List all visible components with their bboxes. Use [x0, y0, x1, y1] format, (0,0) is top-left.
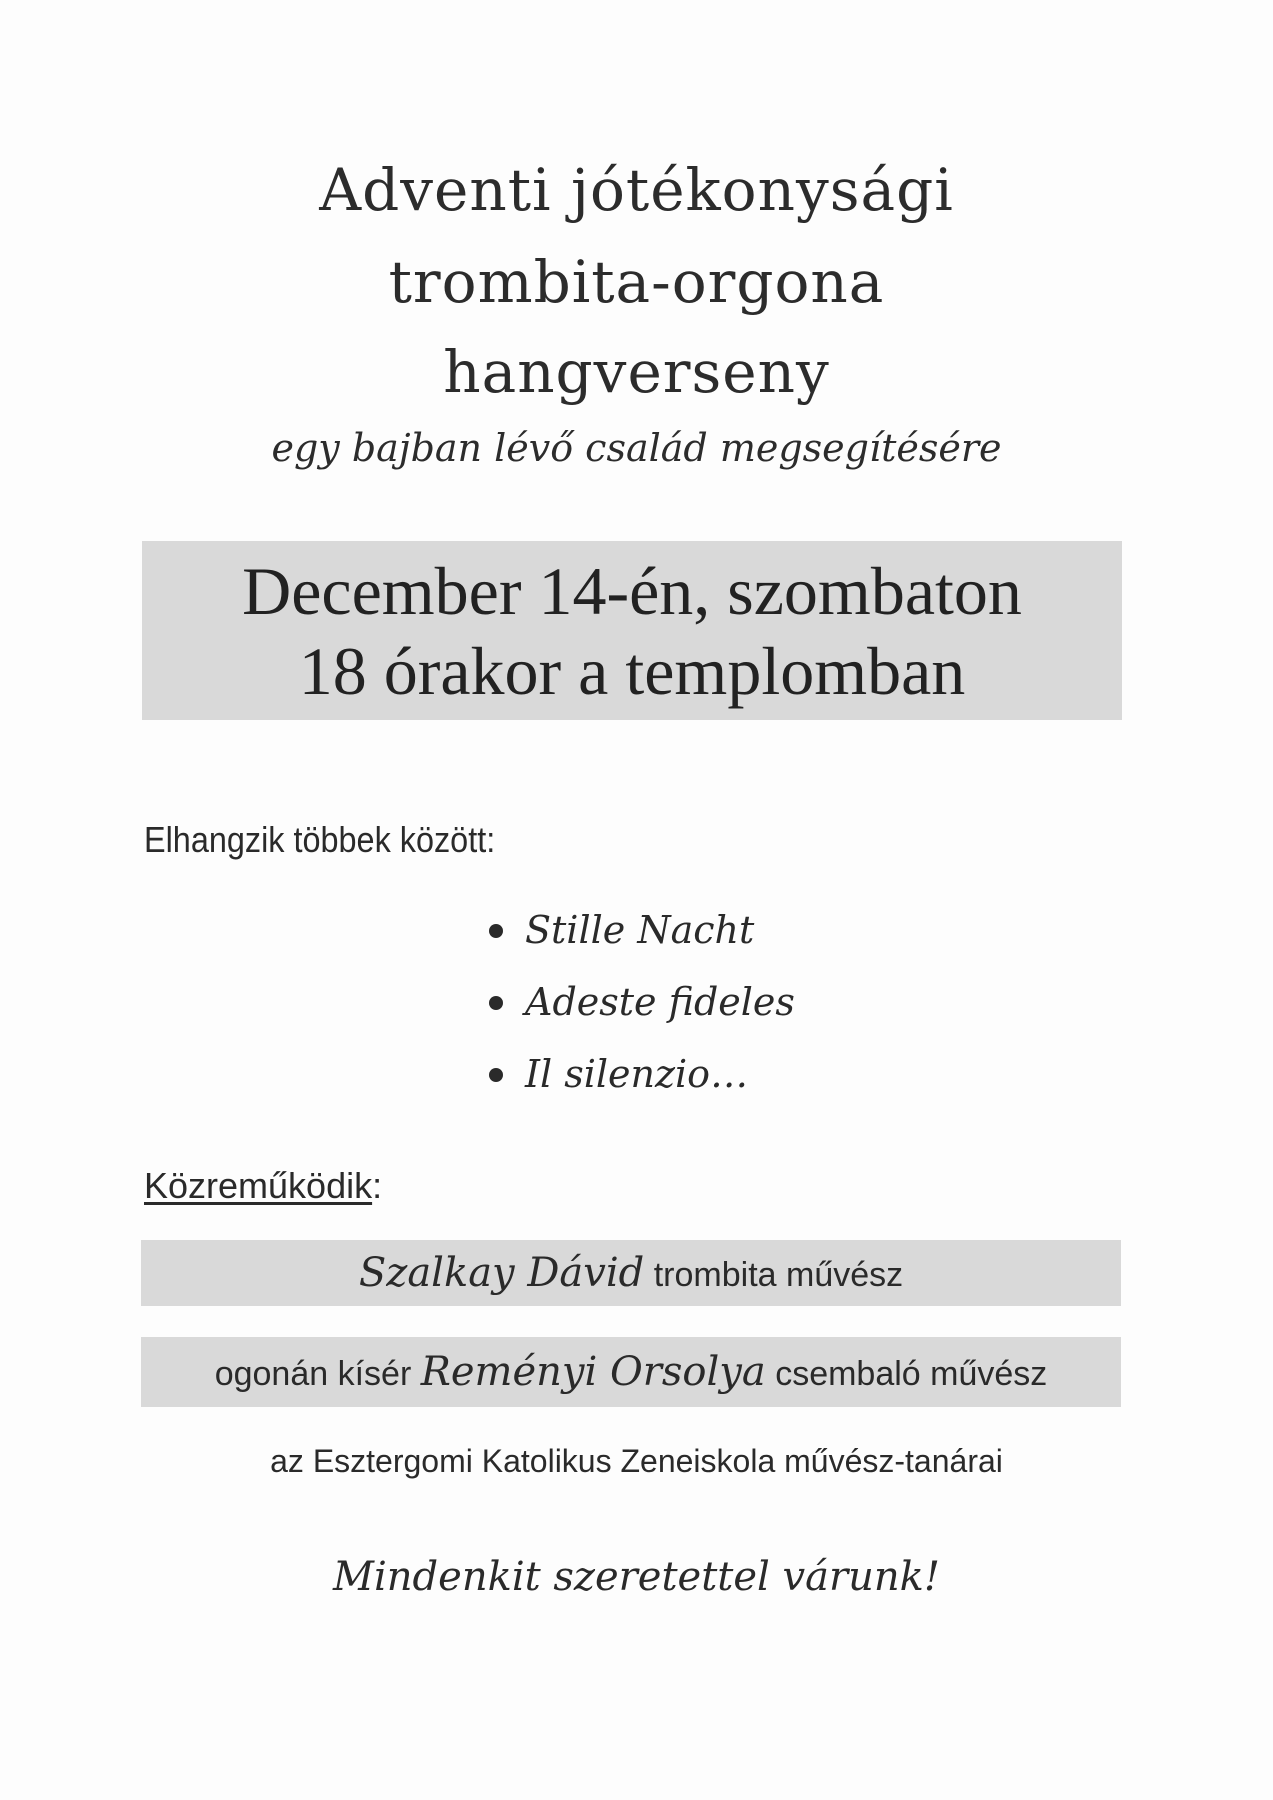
poster-subtitle: egy bajban lévő család megsegítésére	[271, 426, 1002, 470]
performer-role: csembaló művész	[765, 1355, 1048, 1393]
performers-label-text: Közreműködik	[144, 1165, 373, 1206]
list-item	[485, 900, 795, 972]
performer-name: Szalkay Dávid	[358, 1250, 645, 1296]
performer-name: Reményi Orsolya	[420, 1349, 766, 1395]
time-location-line: 18 órakor a templomban	[298, 633, 966, 709]
poster-title-line-3: hangverseny	[443, 338, 830, 406]
date-line: December 14-én, szombaton	[242, 553, 1022, 629]
bullet-icon	[489, 996, 503, 1010]
performers-label-colon: :	[372, 1165, 383, 1206]
program-list	[485, 900, 795, 1116]
program-label: Elhangzik többek között:	[144, 819, 496, 860]
performer-box-trumpet	[141, 1240, 1121, 1306]
performers-label	[144, 1164, 382, 1208]
performer-prefix: ogonán kísér	[214, 1355, 421, 1393]
piece-title: Il silenzio…	[525, 1052, 749, 1096]
piece-title: Stille Nacht	[525, 908, 755, 952]
list-item	[485, 1044, 795, 1116]
list-item	[485, 972, 795, 1044]
piece-title: Adeste fideles	[525, 980, 795, 1024]
performer-box-organ	[141, 1337, 1121, 1407]
bullet-icon	[489, 1068, 503, 1082]
date-box	[142, 541, 1122, 720]
poster-title-line-1: Adventi jótékonysági	[319, 156, 954, 224]
teachers-line: az Esztergomi Katolikus Zeneiskola művész-tanárai	[270, 1443, 1003, 1479]
bullet-icon	[489, 924, 503, 938]
poster-title-line-2: trombita-orgona	[388, 248, 885, 316]
performer-role: trombita művész	[644, 1256, 904, 1294]
closing-line: Mindenkit szeretettel várunk!	[333, 1554, 940, 1600]
